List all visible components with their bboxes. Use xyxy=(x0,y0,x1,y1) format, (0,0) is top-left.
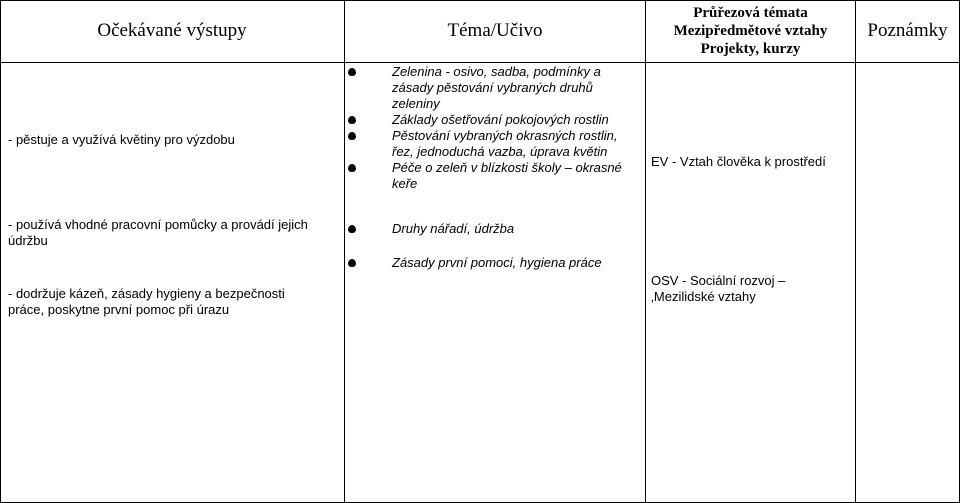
header-cross-line2: Mezipředmětové vztahy xyxy=(673,23,828,39)
bullet-icon xyxy=(348,164,356,172)
topic-list xyxy=(346,64,636,192)
bullet-icon xyxy=(348,68,356,76)
table-border-left xyxy=(0,0,1,503)
bullet-icon xyxy=(348,132,356,140)
bullet-icon xyxy=(348,116,356,124)
list-item xyxy=(346,64,636,112)
outcome-item: - dodržuje kázeň, zásady hygieny a bezpečnosti práce, poskytne první pomoc při úrazu xyxy=(8,286,285,317)
topic-list xyxy=(346,221,636,271)
header-notes: Poznámky xyxy=(867,20,948,41)
header-topic: Téma/Učivo xyxy=(447,20,543,41)
bullet-icon xyxy=(348,225,356,233)
topic-text: Pěstování vybraných okrasných rostlin, řez, jednoduchá vazba, úprava květin xyxy=(392,128,618,159)
column-divider xyxy=(344,0,345,503)
list-item xyxy=(346,255,636,271)
cross-curricular-item xyxy=(651,273,851,305)
cross-curricular-item: EV - Vztah člověka k prostředí xyxy=(651,154,826,169)
list-item xyxy=(346,221,636,237)
topic-text: Základy ošetřování pokojových rostlin xyxy=(392,112,609,127)
column-divider xyxy=(855,0,856,503)
topic-text: Zelenina - osivo, sadba, podmínky a zásady pěstování vybraných druhů zeleniny xyxy=(392,64,601,111)
cross-line1: OSV - Sociální rozvoj – xyxy=(651,273,786,288)
outcome-item: - pěstuje a využívá květiny pro výzdobu xyxy=(8,132,235,147)
topic-text: Druhy nářadí, údržba xyxy=(392,221,515,236)
list-item xyxy=(346,128,636,160)
topic-text: Péče o zeleň v blízkosti školy – okrasné keře xyxy=(392,160,622,191)
cross-line2: ‚Mezilidské vztahy xyxy=(651,289,756,304)
header-divider xyxy=(0,62,960,63)
column-divider xyxy=(645,0,646,503)
bullet-icon xyxy=(348,259,356,267)
header-cross-curricular xyxy=(646,0,855,62)
header-expected-outcomes: Očekávané výstupy xyxy=(97,20,247,41)
list-item xyxy=(346,112,636,128)
header-cross-line3: Projekty, kurzy xyxy=(700,41,801,57)
header-cross-line1: Průřezová témata xyxy=(693,5,808,21)
outcome-item: - používá vhodné pracovní pomůcky a provádí jejich údržbu xyxy=(8,217,308,248)
topic-text: Zásady první pomoci, hygiena práce xyxy=(392,255,602,270)
list-item xyxy=(346,160,636,192)
